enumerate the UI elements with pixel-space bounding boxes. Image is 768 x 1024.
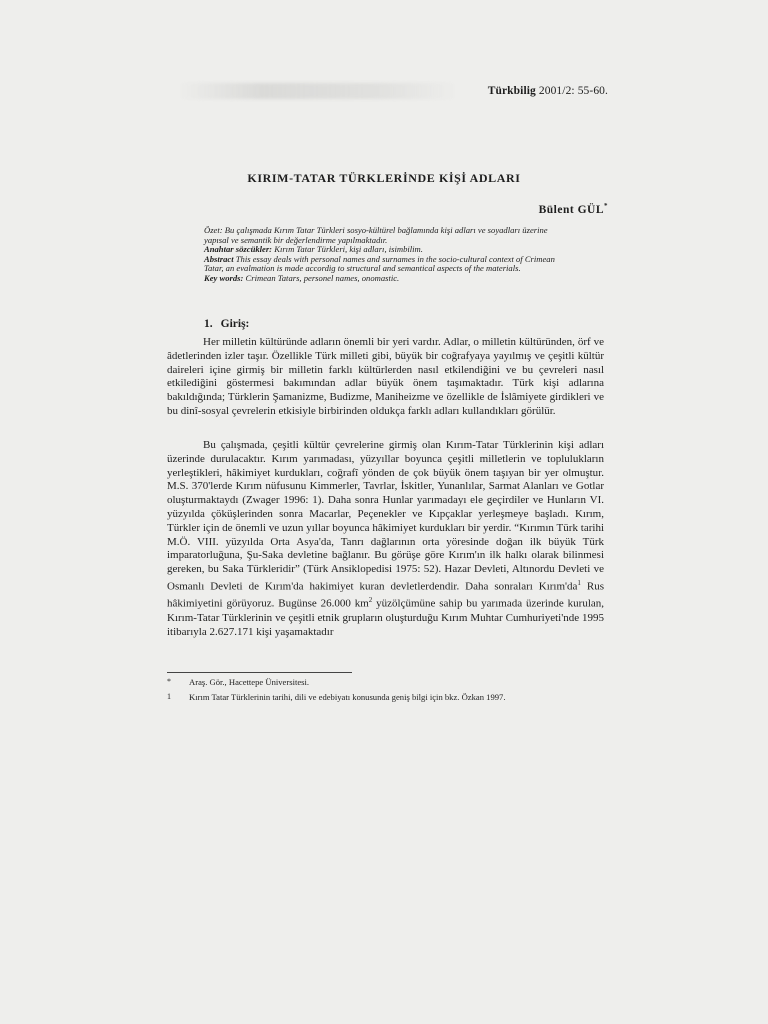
- section-number: 1.: [204, 318, 213, 330]
- footnote-text: Kırım Tatar Türklerinin tarihi, dili ve edebiyatı konusunda geniş bilgi için bkz. Özkan 1997.: [189, 692, 506, 702]
- footnote-1: [167, 677, 607, 687]
- section-heading: [204, 318, 249, 330]
- body-paragraph-1: [167, 336, 604, 419]
- squared-mark: 2: [368, 596, 373, 605]
- scan-smudge: [178, 83, 458, 99]
- keywords: [204, 274, 560, 284]
- paragraph-text-part-2: Rus hâkimiyetini görüyoruz. Bugünse 26.000 km: [167, 580, 605, 611]
- ozet-label: Özet:: [204, 225, 223, 235]
- ozet: [204, 226, 560, 245]
- journal-name: Türkbilig: [487, 85, 536, 97]
- anahtar-label: Anahtar sözcükler:: [204, 244, 273, 255]
- section-title: Giriş:: [220, 318, 250, 330]
- paragraph-text-part-1: Bu çalışmada, çeşitli kültür çevrelerine girmiş olan Kırım-Tatar Türklerinin kişi adları üzerinde durulacaktır. Kırım yarımadası, yüzyıllar boyunca çeşitli milletlerin ve toplulukların yerleştikleri, hâkimiyet kurdukları, coğrafî yönden de çok büyük önem taşıyan bir yer olmuştur. M.S. 370'lerde Kırım nüfusunu Kimmerler, Tavrlar, İskitler, Yunanlılar, Sarmat Alanları ve Gotlar oluşturmaktaydı (Zwager 1996: 1). Daha sonra Hunlar yarımadayı ele geçirdiler ve Hunların VI. yüzyılda çöküşlerinden sonra Macarlar, Peçenekler ve Kıpçaklar yerleşmeye başladı. Kırım, Türkler için de önemli ve uzun yıllar boyunca hâkimiyet kurdukları bir yerdir. “Kırımın Türk tarihi M.Ö. VIII. yüzyılda Orta Asya'da, Tanrı dağlarının orta yöresinde doğan ilk büyük Türk imparatorluğuna, Şu-Saka devletine bağlanır. Bu görüşe göre Kırım'ın ilk halkı olarak bilinmesi gereken, bu Saka Türkleridir” (Türk Ansiklopedisi 1975: 52). Hazar Devleti, Altınordu Devleti ve Osmanlı Devleti de Kırım'da hakimiyet kuran devletlerdendir. Daha sonraları Kırım'da: [167, 439, 604, 593]
- ozet-text: Bu çalışmada Kırım Tatar Türkleri sosyo-kültürel bağlamında kişi adları ve soyadları üzerine yapısal ve semantik bir değerlendirme yapılmaktadır.: [204, 225, 548, 245]
- body-paragraph-2: [167, 439, 604, 639]
- abstract-block: [204, 226, 560, 284]
- abstract-text: This essay deals with personal names and surnames in the socio-cultural context of Crimean Tatar, an evalmation is made accordig to structural and semantical aspects of the materials.: [204, 253, 555, 274]
- footnote-divider: [167, 672, 352, 673]
- keywords-text: Crimean Tatars, personel names, onomastic.: [245, 272, 400, 283]
- keywords-label: Key words:: [204, 272, 244, 283]
- abstract-en: [204, 255, 560, 274]
- journal-citation: 2001/2: 55-60.: [538, 85, 608, 97]
- footnote-text: Araş. Gör., Hacettepe Üniversitesi.: [189, 677, 310, 687]
- author-footnote-mark: *: [604, 202, 608, 210]
- article-title: KIRIM-TATAR TÜRKLERİNDE KİŞİ ADLARI: [247, 171, 521, 185]
- running-header: [488, 85, 608, 97]
- paragraph-text: [167, 439, 604, 639]
- author-name: Bülent GÜL: [538, 203, 604, 216]
- paragraph-text-part-3: yüzölçümüne sahip bu yarımada üzerinde kurulan, Kırım-Tatar Türklerinin ve çeşitli etnik grupların oluşturduğu Kırım Muhtar Cumhuriyeti'nde 1995 itibarıyla 2.627.171 kişi yaşamaktadır: [167, 598, 605, 638]
- footnote-ref: 1: [577, 578, 581, 587]
- footnote-mark: *: [167, 677, 171, 686]
- author: [539, 202, 608, 216]
- footnote-mark: 1: [167, 692, 171, 701]
- anahtar-text: Kırım Tatar Türkleri, kişi adları, isimbilim.: [274, 244, 423, 255]
- abstract-label: Abstract: [204, 253, 234, 264]
- footnote-2: [167, 692, 607, 702]
- paragraph-text: Her milletin kültüründe adların önemli bir yeri vardır. Adlar, o milletin kültüründen, örf ve âdetlerinden izler taşır. Özellikle Türk milleti gibi, büyük bir coğrafyaya yayılmış ve çeşitli kültür daireleri içine girmiş bir milletin farklı kültürlerden nasıl etkilendiğini ve bu çevreleri nasıl etkilediğini göstermesi bakımından adlar büyük önem taşımaktadır. Türk kişi adlarına bakıldığında; Türklerin Şamanizme, Budizme, Maniheizme ve özellikle de İslâmiyete girdikleri ve bu dinî-sosyal çevrelerin etkisiyle birbirinden oldukça farklı adları kullandıkları görülür.: [167, 336, 604, 417]
